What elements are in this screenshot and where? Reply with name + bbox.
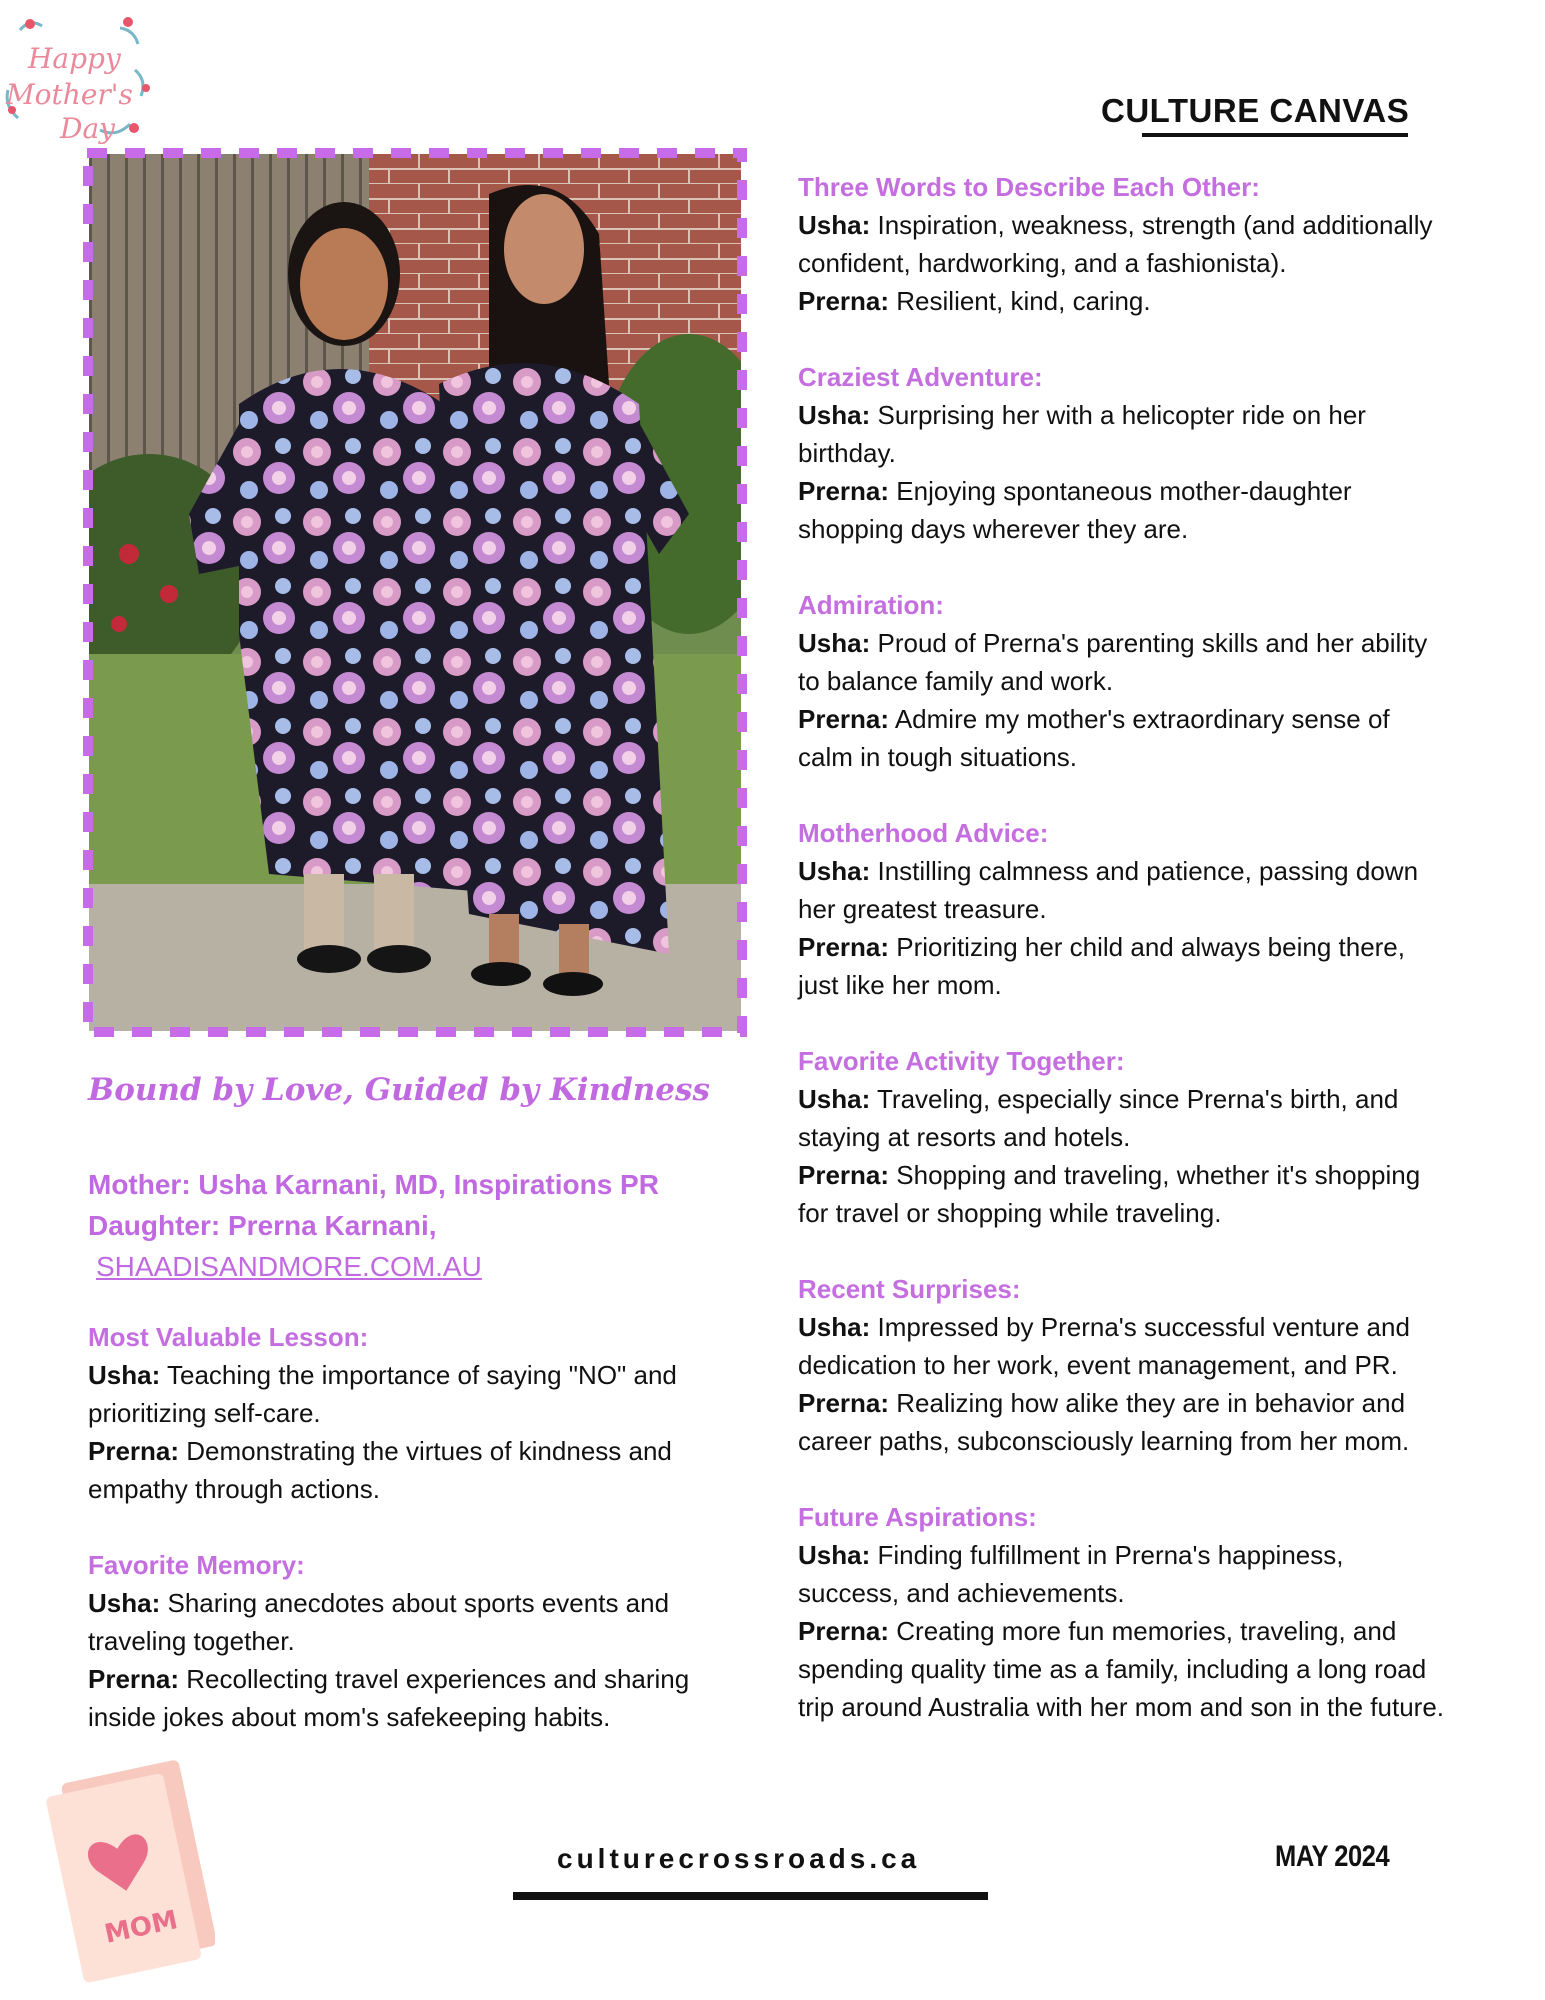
footer-underline [513,1892,988,1900]
section-craziest-adventure [798,358,1418,548]
section-motherhood-advice [798,814,1438,1004]
badge-text-day: Day [60,112,115,145]
mothers-day-badge-logo [0,10,160,160]
footer-website[interactable]: culturecrossroads.ca [557,1843,921,1874]
tagline: Bound by Love, Guided by Kindness [88,1072,710,1108]
daughter-credit: Daughter: Prerna Karnani, [88,1210,437,1241]
prerna-answer: Prerna: Creating more fun memories, traveling, and spending quality time as a family, including a long road trip around Australia with her mom and son in the future. [798,1616,1445,1722]
usha-answer: Usha: Finding fulfillment in Prerna's happiness, success, and achievements. [798,1540,1344,1608]
section-heading: Craziest Adventure: [798,362,1043,392]
section-heading: Future Aspirations: [798,1502,1037,1532]
section-recent-surprises [798,1270,1448,1460]
prerna-answer: Prerna: Admire my mother's extraordinary sense of calm in tough situations. [798,704,1390,772]
usha-answer: Usha: Teaching the importance of saying "NO" and prioritizing self-care. [88,1360,677,1428]
usha-answer: Usha: Instilling calmness and patience, passing down her greatest treasure. [798,856,1419,924]
header-title: CULTURE CANVAS [1101,92,1410,129]
prerna-answer: Prerna: Recollecting travel experiences and sharing inside jokes about mom's safekeeping habits. [88,1664,690,1732]
badge-text-happy: Happy [28,42,121,75]
section-admiration [798,586,1448,776]
usha-answer: Usha: Impressed by Prerna's successful venture and dedication to her work, event management, and PR. [798,1312,1410,1380]
prerna-answer: Prerna: Resilient, kind, caring. [798,286,1151,316]
header-underline [1142,133,1408,137]
section-heading: Admiration: [798,590,944,620]
section-heading: Three Words to Describe Each Other: [798,172,1260,202]
section-heading: Motherhood Advice: [798,818,1049,848]
prerna-answer: Prerna: Prioritizing her child and always being there, just like her mom. [798,932,1405,1000]
section-most-valuable-lesson [88,1318,718,1508]
usha-answer: Usha: Surprising her with a helicopter ride on her birthday. [798,400,1366,468]
prerna-answer: Prerna: Demonstrating the virtues of kindness and empathy through actions. [88,1436,672,1504]
mom-card-illustration [40,1752,215,1987]
usha-answer: Usha: Proud of Prerna's parenting skills and her ability to balance family and work. [798,628,1428,696]
people-credits [88,1164,659,1287]
section-future-aspirations [798,1498,1448,1726]
prerna-answer: Prerna: Enjoying spontaneous mother-daughter shopping days wherever they are. [798,476,1352,544]
usha-answer: Usha: Traveling, especially since Prerna's birth, and staying at resorts and hotels. [798,1084,1399,1152]
prerna-answer: Prerna: Shopping and traveling, whether it's shopping for travel or shopping while traveling. [798,1160,1421,1228]
section-favorite-memory [88,1546,718,1736]
shaadisandmore-link[interactable]: SHAADISANDMORE.COM.AU [96,1251,482,1282]
card-text-mom: MOM [101,1905,181,1950]
mother-credit: Mother: Usha Karnani, MD, Inspirations PR [88,1169,659,1200]
section-heading: Favorite Memory: [88,1550,305,1580]
dashed-frame-border [83,148,747,1037]
prerna-answer: Prerna: Realizing how alike they are in behavior and career paths, subconsciously learning from her mom. [798,1388,1410,1456]
section-heading: Recent Surprises: [798,1274,1021,1304]
issue-date: MAY 2024 [1275,1840,1390,1873]
section-heading: Favorite Activity Together: [798,1046,1125,1076]
usha-answer: Usha: Inspiration, weakness, strength (and additionally confident, hardworking, and a fashionista). [798,210,1433,278]
section-three-words [798,168,1448,320]
badge-text-mothers: Mother's [6,78,133,111]
usha-answer: Usha: Sharing anecdotes about sports events and traveling together. [88,1588,670,1656]
photo-frame [83,148,747,1037]
section-favorite-activity [798,1042,1448,1232]
section-heading: Most Valuable Lesson: [88,1322,369,1352]
